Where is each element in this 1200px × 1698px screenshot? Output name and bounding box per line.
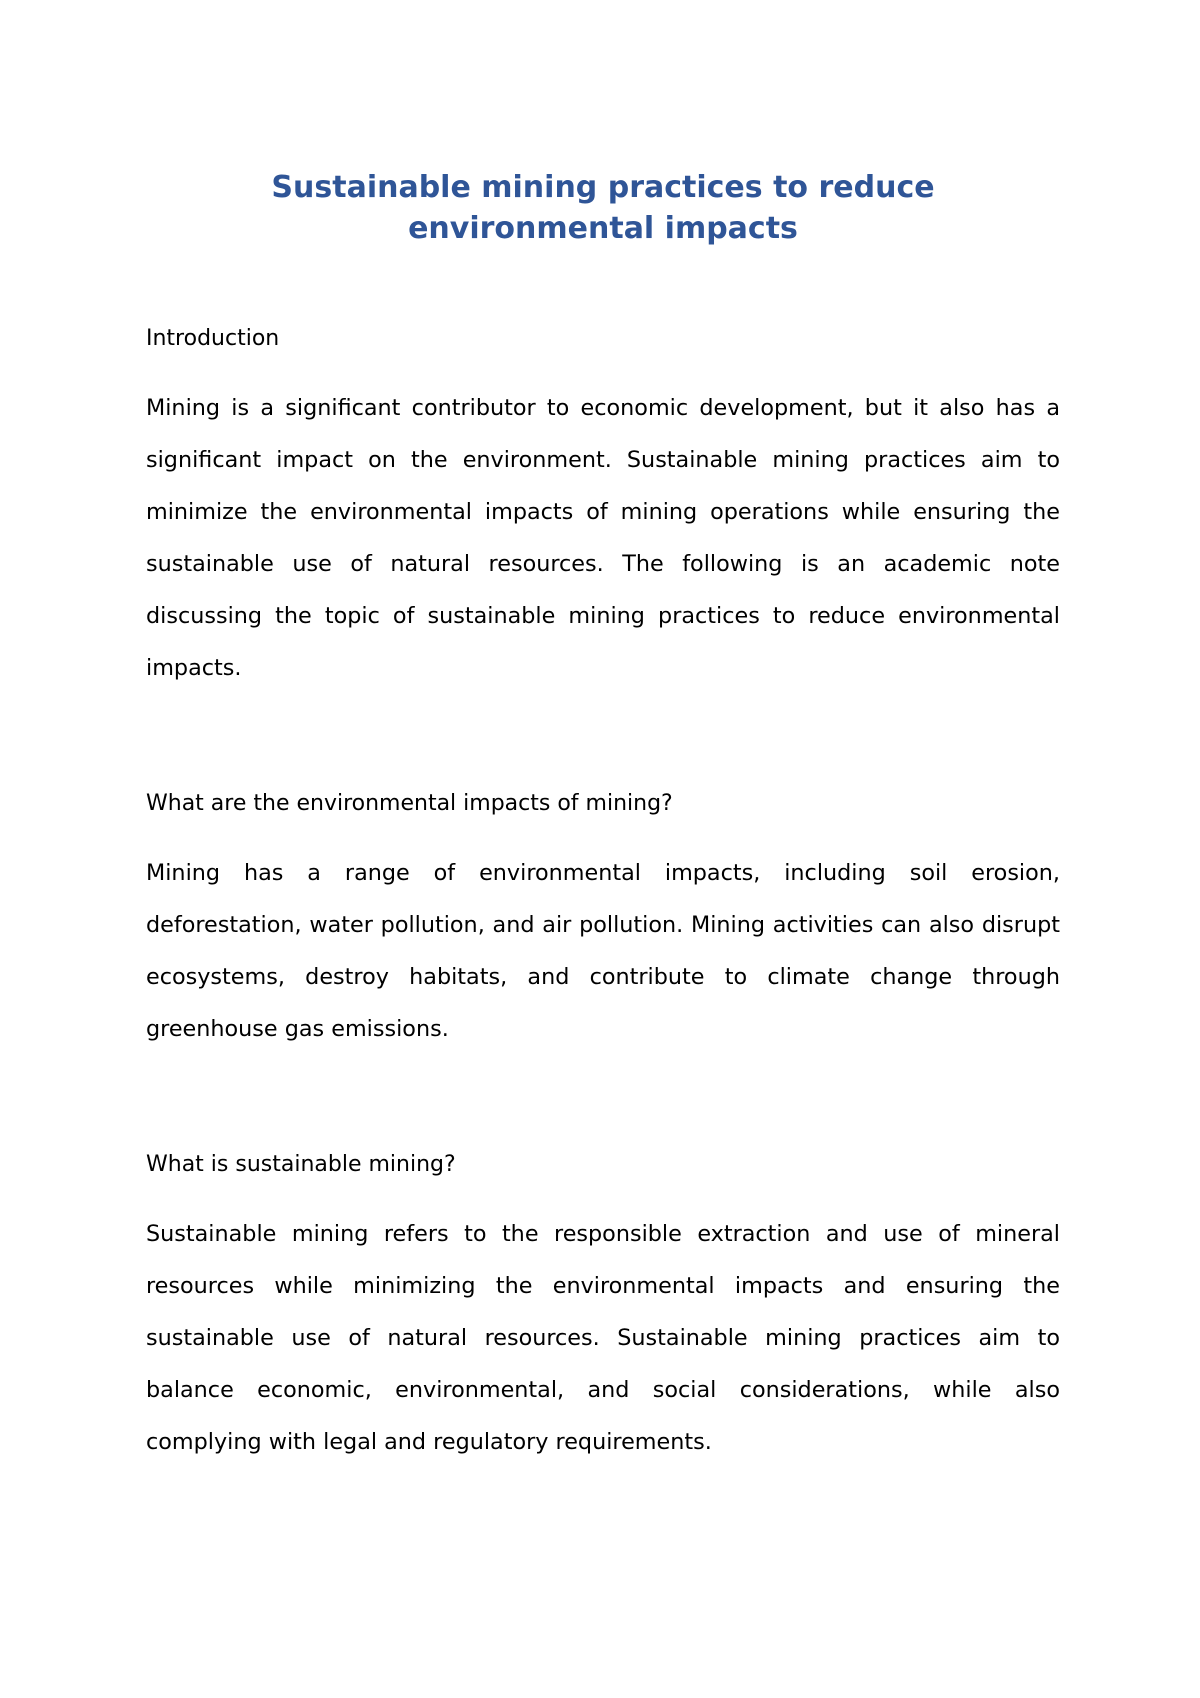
section-heading-sustainable-mining: What is sustainable mining? bbox=[146, 1152, 456, 1177]
section-body-introduction: Mining is a significant contributor to economic development, but it also has a significant impact on the environment. Sustainable mining practices aim to minimize the environmental impacts of mining operations while ensuring the sustainable use of natural resources. The following is an academic note discussing the topic of sustainable mining practices to reduce environmental impacts. bbox=[146, 395, 1060, 681]
document-title: Sustainable mining practices to reduce environmental impacts bbox=[271, 170, 935, 246]
section-heading-introduction: Introduction bbox=[146, 326, 280, 351]
section-body-sustainable-mining: Sustainable mining refers to the responsible extraction and use of mineral resources while minimizing the environmental impacts and ensuring the sustainable use of natural resources. Sustainable mining practices aim to balance economic, environmental, and social considerations, while also complying with legal and regulatory requirements. bbox=[146, 1221, 1060, 1455]
section-body-environmental-impacts: Mining has a range of environmental impacts, including soil erosion, deforestation, water pollution, and air pollution. Mining activities can also disrupt ecosystems, destroy habitats, and contribute to climate change through greenhouse gas emissions. bbox=[146, 860, 1060, 1042]
section-heading-environmental-impacts: What are the environmental impacts of mining? bbox=[146, 791, 673, 816]
